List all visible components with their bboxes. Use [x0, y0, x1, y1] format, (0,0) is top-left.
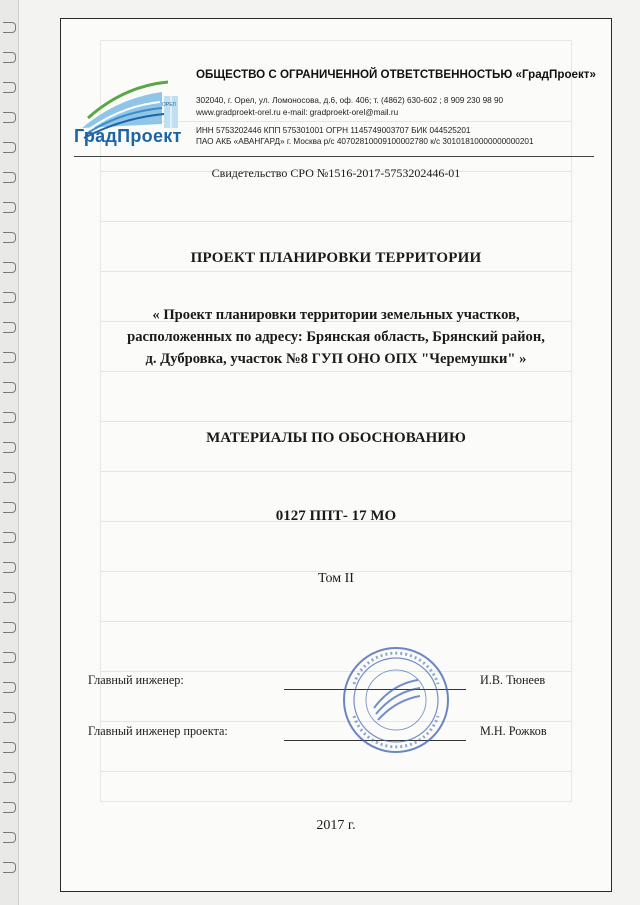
logo-small-text: ОРЕЛ — [162, 102, 176, 108]
document-year: 2017 г. — [316, 818, 356, 833]
company-bank: ПАО АКБ «АВАНГАРД» г. Москва р/с 40702810009100002780 к/с 30101810000000000201 — [196, 137, 534, 146]
signature-role: Главный инженер: — [88, 673, 184, 687]
document-title: ПРОЕКТ ПЛАНИРОВКИ ТЕРРИТОРИИ — [190, 250, 482, 266]
volume-label: Том II — [318, 571, 354, 586]
company-web: www.gradproekt-orel.ru e-mail: gradproekt-orel@mail.ru — [196, 108, 399, 117]
signature-name: И.В. Тюнеев — [480, 673, 546, 687]
company-address: 302040, г. Орел, ул. Ломоносова, д.6, оф. 406; т. (4862) 630-602 ; 8 909 230 98 90 — [196, 96, 504, 105]
sro-certificate: Свидетельство СРО №1516-2017-5753202446-01 — [211, 166, 461, 180]
binding-strip — [0, 0, 19, 905]
company-name: ОБЩЕСТВО С ОГРАНИЧЕННОЙ ОТВЕТСТВЕННОСТЬЮ «ГрадПроект» — [196, 68, 596, 81]
signature-row-chief-engineer — [88, 673, 588, 697]
signature-row-chief-project-engineer — [88, 724, 588, 748]
project-subtitle — [60, 304, 612, 370]
materials-heading: МАТЕРИАЛЫ ПО ОБОСНОВАНИЮ — [206, 430, 466, 446]
header-divider — [74, 156, 594, 157]
signature-role: Главный инженер проекта: — [88, 724, 228, 738]
subtitle-line: расположенных по адресу: Брянская область, Брянский район, — [127, 329, 545, 345]
company-seal — [340, 644, 452, 756]
company-registry: ИНН 5753202446 КПП 575301001 ОГРН 1145749003707 БИК 044525201 — [196, 126, 471, 135]
document-code: 0127 ППТ- 17 МО — [275, 508, 397, 524]
subtitle-line: « Проект планировки территории земельных участков, — [152, 307, 520, 323]
subtitle-line: д. Дубровка, участок №8 ГУП ОНО ОПХ "Черемушки" » — [145, 351, 527, 367]
logo-wordmark: ГрадПроект — [74, 126, 182, 146]
signature-name: М.Н. Рожков — [480, 724, 547, 738]
